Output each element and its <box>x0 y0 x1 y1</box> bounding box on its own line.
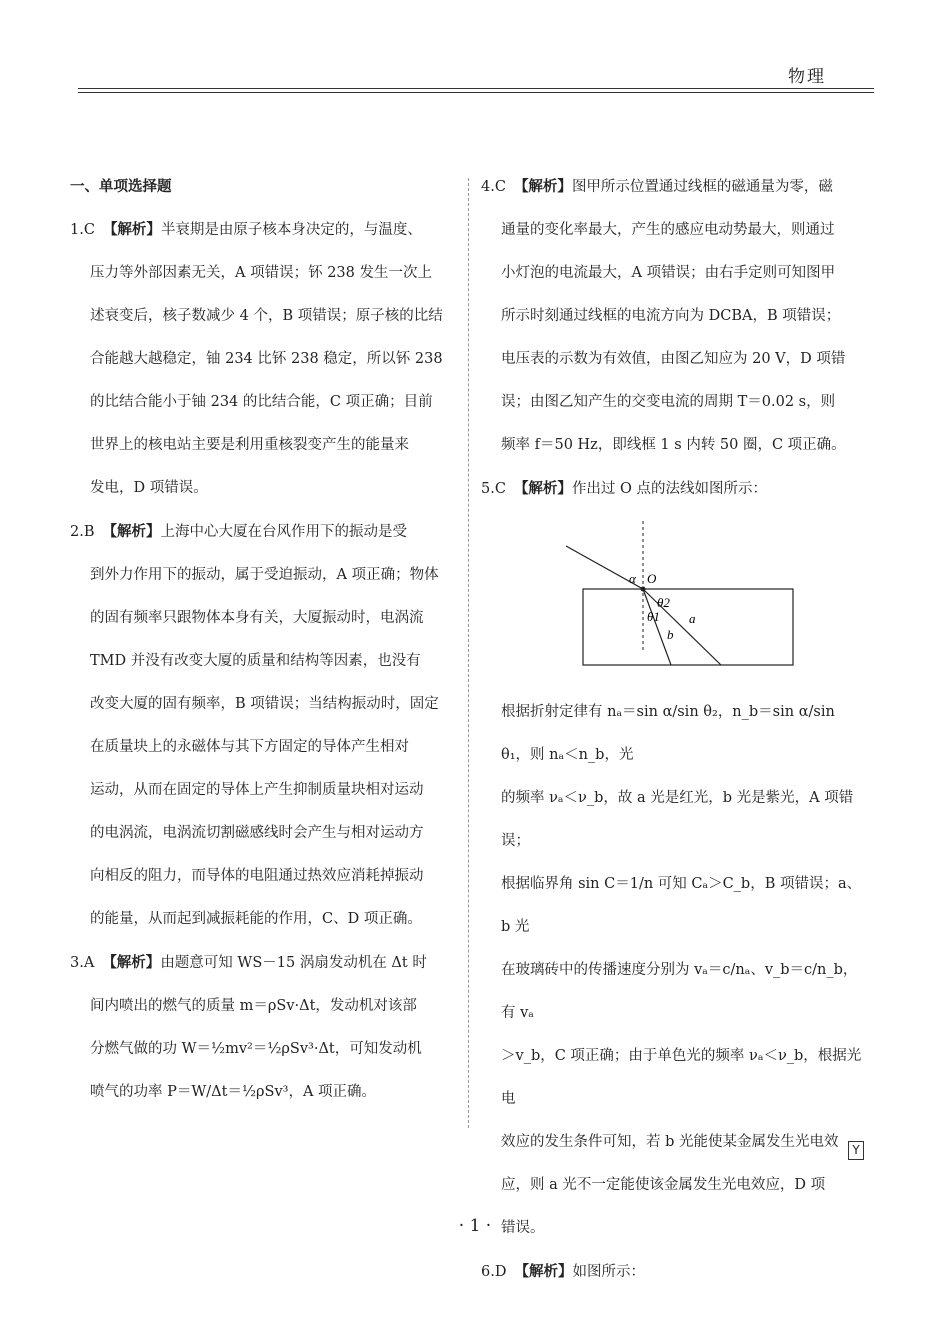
answer-text: 通量的变化率最大，产生的感应电动势最大，则通过 <box>501 222 835 238</box>
answer-number: 3.A <box>70 955 95 971</box>
analysis-tag: 【解析】 <box>514 1263 573 1280</box>
answer-text: 的固有频率只跟物体本身有关，大厦振动时，电涡流 <box>90 610 424 626</box>
answer-item <box>70 941 462 1114</box>
answer-text: 发电，D 项错误。 <box>90 480 208 496</box>
label-o: O <box>647 571 657 586</box>
answer-text: 频率 f＝50 Hz，即线框 1 s 内转 50 圈，C 项正确。 <box>501 437 846 453</box>
analysis-tag: 【解析】 <box>102 523 161 540</box>
answer-number: 2.B <box>70 524 95 540</box>
answer-text: 半衰期是由原子核本身决定的，与温度、 <box>160 222 422 238</box>
section-title: 一、单项选择题 <box>70 178 172 195</box>
label-alpha: α <box>629 571 636 586</box>
answer-text: TMD 并没有改变大厦的质量和结构等因素，也没有 <box>90 653 421 669</box>
answer-text: 作出过 O 点的法线如图所示： <box>571 481 768 497</box>
answer-item <box>481 165 866 467</box>
answer-text: 间内喷出的燃气的质量 m＝ρSv·Δt，发动机对该部 <box>90 998 417 1014</box>
analysis-tag: 【解析】 <box>513 178 572 195</box>
answer-number: 6.D <box>481 1264 507 1280</box>
answer-number: 5.C <box>481 481 506 497</box>
label-theta2: θ2 <box>657 595 670 610</box>
answer-text: 的能量，从而起到减振耗能的作用，C、D 项正确。 <box>90 911 422 927</box>
answer-text: 在质量块上的永磁体与其下方固定的导体产生相对 <box>90 739 409 755</box>
answer-text: 的比结合能小于铀 234 的比结合能，C 项正确；目前 <box>90 394 433 410</box>
answer-item <box>70 208 462 510</box>
answer-text: 图甲所示位置通过线框的磁通量为零，磁 <box>571 179 833 195</box>
answer-text: 应，则 a 光不一定能使该金属发生光电效应，D 项 <box>501 1177 826 1193</box>
label-a: a <box>689 611 696 626</box>
right-column <box>481 165 866 1294</box>
answer-text: 电压表的示数为有效值，由图乙知应为 20 V，D 项错 <box>501 351 846 367</box>
left-column <box>70 165 462 1114</box>
answer-item <box>70 510 462 941</box>
answer-text: 分燃气做的功 W＝½mv²＝½ρSv³·Δt，可知发动机 <box>90 1041 422 1057</box>
answer-text: 在玻璃砖中的传播速度分别为 vₐ＝c/nₐ、v_b＝c/n_b，有 vₐ <box>501 962 858 1021</box>
answer-text: ＞v_b，C 项正确；由于单色光的频率 νₐ＜ν_b，根据光电 <box>501 1048 862 1107</box>
answer-text: 合能越大越稳定，铀 234 比钚 238 稳定，所以钚 238 <box>90 351 443 367</box>
page-number: · 1 · <box>458 1216 492 1236</box>
analysis-tag: 【解析】 <box>513 480 572 497</box>
header-rule <box>78 92 874 93</box>
refraction-svg <box>561 511 801 691</box>
answer-text: 的频率 νₐ＜ν_b，故 a 光是红光，b 光是紫光，A 项错误； <box>501 790 854 849</box>
answer-text: 效应的发生条件可知，若 b 光能使某金属发生光电效 <box>501 1134 839 1150</box>
answer-text: 到外力作用下的振动，属于受迫振动，A 项正确；物体 <box>90 567 439 583</box>
answer-text: 的电涡流，电涡流切割磁感线时会产生与相对运动方 <box>90 825 424 841</box>
answer-text: 由题意可知 WS－15 涡扇发动机在 Δt 时 <box>160 955 427 971</box>
answer-text: 运动，从而在固定的导体上产生抑制质量块相对运动 <box>90 782 424 798</box>
answer-text: 改变大厦的固有频率，B 项错误；当结构振动时，固定 <box>90 696 439 712</box>
answer-text: 向相反的阻力，而导体的电阻通过热效应消耗掉振动 <box>90 868 424 884</box>
answer-item <box>481 467 866 1250</box>
answer-text: 述衰变后，核子数减少 4 个，B 项错误；原子核的比结 <box>90 308 443 324</box>
subject-header: 物理 <box>788 67 826 87</box>
column-divider <box>468 178 469 1128</box>
answer-text: 误；由图乙知产生的交变电流的周期 T＝0.02 s，则 <box>501 394 836 410</box>
answer-text: 压力等外部因素无关，A 项错误；钚 238 发生一次上 <box>90 265 432 281</box>
analysis-tag: 【解析】 <box>102 221 161 238</box>
answer-text: 喷气的功率 P＝W/Δt＝½ρSv³，A 项正确。 <box>90 1084 377 1100</box>
ray-a <box>643 589 721 665</box>
glass-block <box>583 589 793 665</box>
header-rule <box>78 88 874 89</box>
label-theta1: θ1 <box>647 609 660 624</box>
answer-item <box>481 1250 866 1294</box>
answer-text: 错误。 <box>501 1220 545 1236</box>
refraction-diagram <box>561 511 866 691</box>
version-flag: Y <box>848 1141 864 1160</box>
answer-number: 1.C <box>70 222 95 238</box>
label-b: b <box>667 627 674 642</box>
answer-text: 上海中心大厦在台风作用下的振动是受 <box>160 524 407 540</box>
analysis-tag: 【解析】 <box>102 954 161 971</box>
answer-text: 如图所示： <box>572 1264 645 1280</box>
point-o <box>641 587 646 592</box>
answer-text: 世界上的核电站主要是利用重核裂变产生的能量来 <box>90 437 409 453</box>
answer-text: 根据折射定律有 nₐ＝sin α/sin θ₂，n_b＝sin α/sin θ₁，则 nₐ＜n_b，光 <box>501 704 835 763</box>
answer-number: 4.C <box>481 179 506 195</box>
answer-text: 小灯泡的电流最大，A 项错误；由右手定则可知图甲 <box>501 265 836 281</box>
answer-text: 所示时刻通过线框的电流方向为 DCBA，B 项错误； <box>501 308 841 324</box>
answer-text: 根据临界角 sin C＝1/n 可知 Cₐ＞C_b，B 项错误；a、b 光 <box>501 876 862 935</box>
